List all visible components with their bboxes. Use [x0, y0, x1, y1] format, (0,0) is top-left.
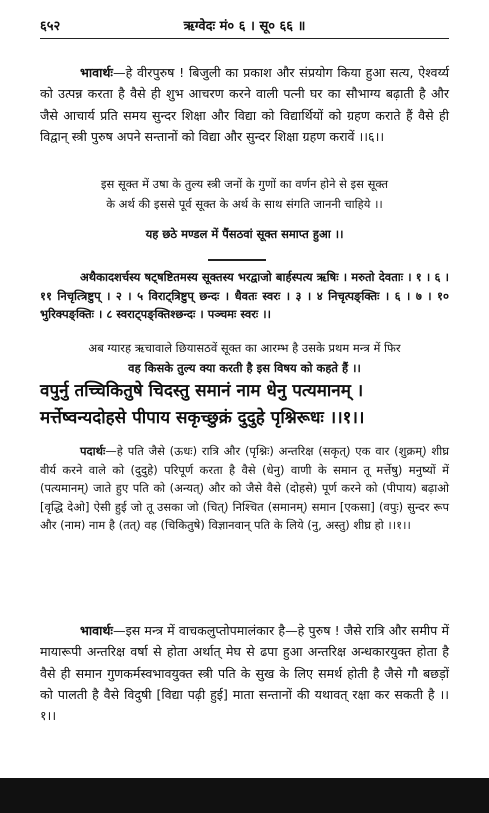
- scan-bottom-edge: [0, 778, 489, 813]
- page-header: [40, 16, 449, 38]
- padartha-label: पदार्थः: [80, 444, 106, 458]
- bhavartha-label: भावार्थः: [80, 65, 113, 80]
- topic-line-1: अब ग्यारह ऋचावाले छियासठवें सूक्त का आरम्भ है उसके प्रथम मन्त्र में फिर: [88, 341, 401, 355]
- padartha-text: —हे पति जैसे (ऊधः) रात्रि और (पृश्निः) अन्तरिक्ष (सकृत्) एक वार (शुक्रम्) शीघ्र वीर्य करने वाले को (दुदुहे) परिपूर्ण करता है वैसे (धेनु) वाणी के समान तू मर्त्तेषु) मनुष्यों में (पत्यमानम्) जाते हुए पति को (अन्यत्) और को जैसे वैसे (दोहसे) पूर्ण करने को (पीपाय) बढ़ाओ [वृद्धि देओ] ऐसी हुई जो तू उसका जो (चित्) निश्चित (समानम्) समान [एकसा] (वपुः) सुन्दर रूप और (नाम) नाम है (तत्) वह (चिकितुषे) विज्ञानवान् पति के लिये (नु, अस्तु) शीघ्र हो ।।१।।: [40, 444, 449, 532]
- section-divider: [208, 259, 266, 261]
- page-number: ६५२: [40, 19, 61, 34]
- header-rule: [40, 38, 449, 39]
- sukta-closing: यह छठे मण्डल में पैंसठवां सूक्त समाप्त हुआ ।।: [145, 227, 344, 241]
- mantra-line-1: वपुर्नु तच्चिकितुषे चिदस्तु समानं नाम धेनु पत्यमानम् ।: [40, 381, 364, 401]
- padartha-paragraph: [40, 442, 449, 535]
- topic-line-2: वह किसके तुल्य क्या करती है इस विषय को कहते हैं ।।: [128, 361, 361, 375]
- running-title: ऋग्वेदः मं० ६ । सू० ६६ ॥: [183, 19, 306, 34]
- bhavartha-text-2: —इस मन्त्र में वाचकलुप्तोपमालंकार है—हे पुरुष ! जैसे रात्रि और समीप में मायारूपी अन्तरिक्ष वर्षा से होता अर्थात् मेघ से ढपा हुआ अन्तरिक्ष अन्धकारयुक्त होता है वैसे ही समान गुणकर्मस्वभावयुक्त स्त्री पति के सुख के लिए समर्थ होती है जैसे गौ बछड़ों को पालती है वैसे विदुषी [विद्या पढ़ी हुई] माता सन्तानों की यथावत् रक्षा कर सकती है ।।१।।: [40, 623, 449, 724]
- mantra-verse: [40, 378, 459, 432]
- bhavartha-paragraph-1: [40, 62, 449, 147]
- bhavartha-paragraph-2: [40, 620, 449, 726]
- summary-line-1: इस सूक्त में उषा के तुल्य स्त्री जनों के गुणों का वर्णन होने से इस सूक्त: [100, 177, 389, 191]
- sukta-summary: [40, 174, 449, 214]
- bhavartha-text: —हे वीरपुरुष ! बिजुली का प्रकाश और संप्रयोग किया हुआ सत्य, ऐश्वर्य्य को उत्पन्न करता है वैसे ही शुभ आचरण करने वाली पत्नी घर का सौभाग्य बढ़ाती है और जैसे आचार्य प्रति समय सुन्दर शिक्षा और विद्या को विद्यार्थियों को ग्रहण कराते हैं वैसे ही विद्वान् स्त्री पुरुष अपने सन्तानों को विद्या और सुन्दर शिक्षा ग्रहण करावें ।।६।।: [40, 65, 449, 144]
- topic-statement: [40, 338, 449, 378]
- summary-line-2: के अर्थ की इससे पूर्व सूक्त के अर्थ के साथ संगति जाननी चाहिये ।।: [106, 197, 383, 211]
- sukta-intro: अथैकादशर्चस्य षट्षष्टितमस्य सूक्तस्य भरद्वाजो बार्हस्पत्य ऋषिः । मरुतो देवताः । १ । ६ । ११ निचृत्त्रिष्टुप् । २ । ५ विराट्त्रिष्टुप् छन्दः । धैवतः स्वरः । ३ । ४ निचृत्पङ्क्तिः । ६ । ७ । १० भुरिक्पङ्क्तिः । ८ स्वराट्पङ्क्तिश्छन्दः । पञ्चमः स्वरः ।।: [40, 270, 449, 321]
- mantra-line-2: मर्त्तेष्वन्यदोहसे पीपाय सकृच्छुक्रं दुदुहे पृश्निरूधः ।।१।।: [40, 408, 365, 428]
- bhavartha-label-2: भावार्थः: [80, 623, 113, 638]
